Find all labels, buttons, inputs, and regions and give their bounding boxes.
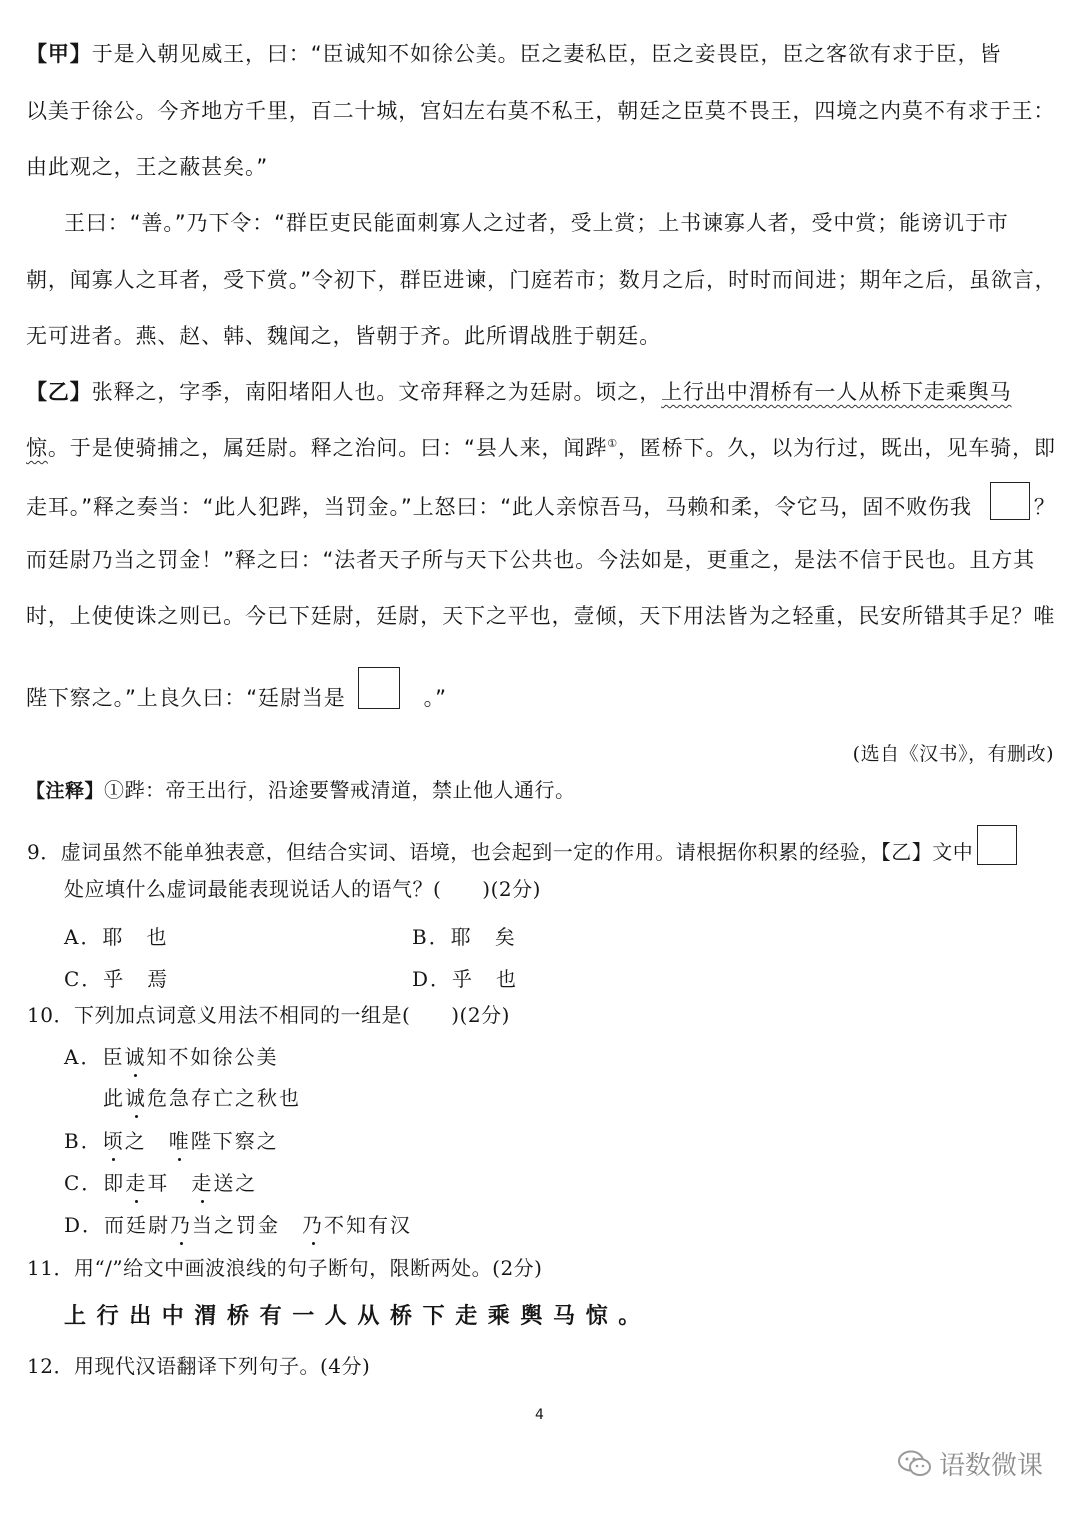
dotted-word: 顷 (102, 1129, 125, 1153)
q9-option-a[interactable]: A．耶 也 (64, 925, 169, 949)
q9-option-d[interactable]: D．乎 也 (412, 967, 519, 991)
q9-stem-line-1 (27, 842, 1056, 865)
q10-stem: 10．下列加点词意义用法不相同的一组是( )(2分) (27, 1003, 510, 1027)
footnote-marker: ① (607, 437, 618, 450)
blank-box-2 (358, 667, 400, 709)
jia-tag: 【甲】 (26, 42, 92, 66)
blank-box-1 (990, 482, 1030, 520)
q10-d-mid: 当之罚金 (192, 1213, 303, 1237)
yi-text-6b: 。” (423, 686, 447, 710)
watermark-text: 语数微课 (939, 1451, 1044, 1481)
q10-c-pre: C．即 (64, 1171, 126, 1195)
yi-line-6 (26, 688, 1056, 709)
q9-option-b[interactable]: B．耶 矣 (412, 925, 517, 949)
dotted-word: 诚 (125, 1086, 147, 1110)
yi-line-2 (26, 438, 1056, 459)
dotted-word: 走 (125, 1171, 148, 1195)
q11-stem: 11．用“/”给文中画波浪线的句子断句，限断两处。(2分) (27, 1256, 543, 1280)
q10-c-post: 送之 (213, 1171, 258, 1195)
yi-line-3 (26, 496, 1056, 520)
yi-text-3: 走耳。”释之奏当：“此人犯跸，当罚金。”上怒曰：“此人亲惊吾马，马赖和柔，令它马，固不败伤我 (26, 495, 972, 519)
q10-option-c[interactable] (64, 1167, 257, 1196)
q10-option-a-line-2 (103, 1082, 301, 1111)
jia-line-2: 以美于徐公。今齐地方千里，百二十城，宫妇左右莫不私王，朝廷之臣莫不畏王，四境之内莫不有求于王： (26, 99, 1056, 123)
yi-text-3-tail: ？ (1033, 495, 1056, 519)
wavy-sentence-part-2: 惊 (26, 436, 48, 460)
jia-line-3: 由此观之，王之蔽甚矣。” (26, 155, 269, 179)
note-text: ①跸：帝王出行，沿途要警戒清道，禁止他人通行。 (104, 778, 576, 802)
source-citation: (选自《汉书》，有删改) (852, 743, 1054, 765)
q9-option-c[interactable]: C．乎 焉 (64, 967, 170, 991)
q12-stem: 12．用现代汉语翻译下列句子。(4分) (27, 1354, 371, 1378)
yi-text-2-tail: ，匿桥下。久，以为行过，既出，见车骑，即 (617, 436, 1056, 460)
q10-a1-post: 知不如徐公美 (146, 1045, 279, 1069)
dotted-word: 走 (191, 1171, 214, 1195)
q10-a1-pre: A．臣 (64, 1045, 125, 1069)
jia-line-5: 朝，闻寡人之耳者，受下赏。”令初下，群臣进谏，门庭若市；数月之后，时时而间进；期年之后，虽欲言， (26, 268, 1057, 292)
yi-text-2: 。于是使骑捕之，属廷尉。释之治问。曰：“县人来，闻跸 (47, 436, 608, 460)
q10-b-post: 陛下察之 (190, 1129, 279, 1153)
yi-line-4: 而廷尉乃当之罚金！”释之曰：“法者天子所与天下公共也。今法如是，更重之，是法不信于民也。且方其 (26, 548, 1036, 572)
page-number: 4 (535, 1407, 544, 1423)
jia-text-1: 于是入朝见威王，曰：“臣诚知不如徐公美。臣之妻私臣，臣之妾畏臣，臣之客欲有求于臣，皆 (91, 42, 1002, 66)
jia-line-4: 王曰：“善。”乃下令：“群臣吏民能面刺寡人之过者，受上赏；上书谏寡人者，受中赏；能谤讥于市 (64, 211, 1009, 235)
q10-option-a-line-1[interactable] (64, 1041, 278, 1070)
dotted-word: 乃 (302, 1213, 325, 1237)
q11-sentence: 上行出中渭桥有一人从桥下走乘舆马惊。 (64, 1304, 651, 1329)
wavy-sentence-part-1: 上行出中渭桥有一人从桥下走乘舆马 (661, 380, 1012, 404)
dotted-word: 诚 (124, 1045, 147, 1069)
q9-stem-line-2: 处应填什么虚词最能表现说话人的语气？( )(2分) (64, 877, 541, 901)
jia-line-1 (26, 44, 1056, 65)
q10-c-mid: 耳 (147, 1171, 192, 1195)
yi-text-1: 张释之，字季，南阳堵阳人也。文帝拜释之为廷尉。顷之， (91, 380, 662, 404)
dotted-word: 乃 (170, 1213, 193, 1237)
q10-d-pre: D．而廷尉 (64, 1213, 171, 1237)
wechat-icon (897, 1449, 933, 1479)
yi-tag: 【乙】 (26, 380, 92, 404)
jia-line-6: 无可进者。燕、赵、韩、魏闻之，皆朝于齐。此所谓战胜于朝廷。 (26, 324, 662, 348)
dotted-word: 唯 (168, 1129, 191, 1153)
yi-line-1 (26, 382, 1056, 403)
q10-b-mid: 之 (124, 1129, 169, 1153)
q10-d-post: 不知有汉 (324, 1213, 413, 1237)
q9-blank-box (977, 825, 1017, 865)
annotation-note (26, 780, 1056, 801)
watermark (897, 1445, 1043, 1482)
q10-a2-post: 危急存亡之秋也 (147, 1086, 301, 1110)
q10-option-b[interactable] (64, 1125, 279, 1154)
q10-a2-pre: 此 (103, 1086, 125, 1110)
note-label: 【注释】 (26, 780, 105, 802)
yi-text-6a: 陛下察之。”上良久曰：“廷尉当是 (26, 686, 346, 710)
q10-option-d[interactable] (64, 1209, 412, 1238)
q10-b-pre: B． (64, 1129, 103, 1153)
q9-text-1: 9．虚词虽然不能单独表意，但结合实词、语境，也会起到一定的作用。请根据你积累的经验，【乙】文中 (27, 840, 974, 864)
yi-line-5: 时，上使使诛之则已。今已下廷尉，廷尉，天下之平也，壹倾，天下用法皆为之轻重，民安所错其手足？唯 (26, 604, 1056, 628)
